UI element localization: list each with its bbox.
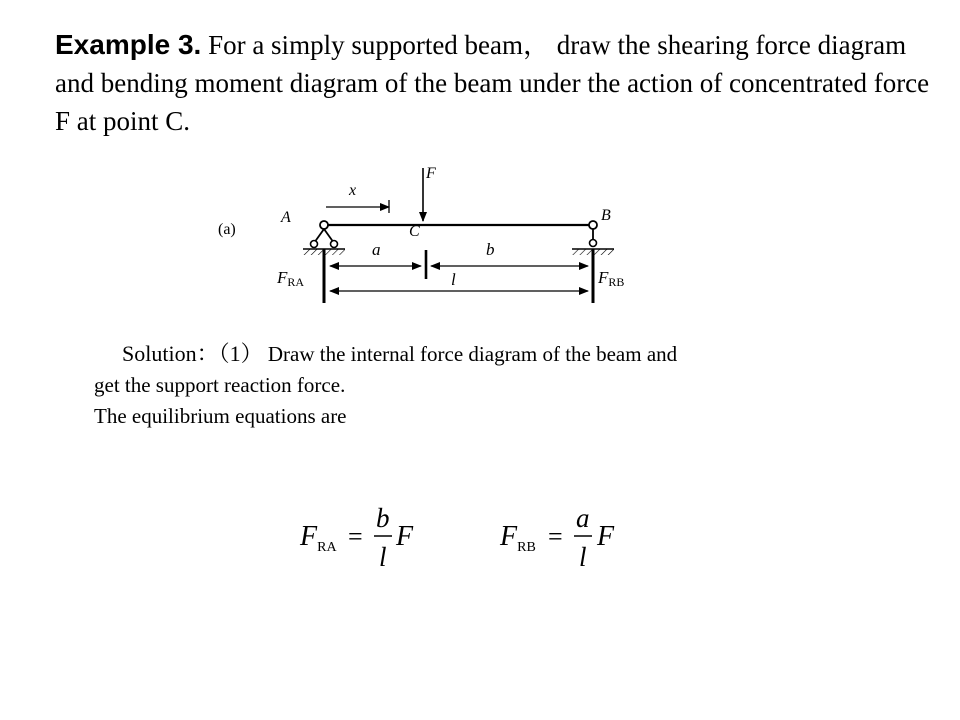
- svg-text:FRA: $F_{RA}$: [300, 521, 337, 555]
- dim-label-l: l: [451, 270, 456, 289]
- solution-line-3: The equilibrium equations are: [94, 404, 347, 428]
- svg-text:l: l: [579, 542, 587, 572]
- svg-text:F: F: [597, 521, 615, 552]
- point-label-a: A: [281, 209, 291, 226]
- force-label: F: [426, 165, 436, 182]
- dim-label-a: a: [372, 240, 381, 259]
- reaction-label-b: FRB: [598, 268, 625, 289]
- svg-text:b: b: [376, 503, 390, 533]
- panel-label: (a): [218, 221, 236, 238]
- svg-text:F: F: [396, 521, 414, 552]
- dim-label-b: b: [486, 240, 495, 259]
- svg-text:FRB: $F_{RB}$: [500, 521, 536, 555]
- point-label-b: B: [601, 207, 611, 224]
- problem-text: For a simply supported beam， draw the shearing force diagram and bending moment diagram of the beam under the action of concentrated force F at point C.: [55, 30, 930, 136]
- svg-text:l: l: [379, 542, 387, 572]
- svg-text:=: =: [348, 522, 363, 551]
- solution-line-2: get the support reaction force.: [94, 373, 346, 397]
- example-heading: Example 3.: [55, 29, 202, 60]
- svg-text:a: a: [576, 503, 590, 533]
- point-label-c: C: [409, 223, 420, 240]
- equation-reaction-b: [499, 503, 615, 572]
- dim-label-x: x: [349, 182, 357, 199]
- solution-line-1: Solution：（1） Draw the internal force diagram of the beam and: [122, 341, 678, 366]
- reaction-label-a: FRA: [277, 268, 305, 289]
- svg-text:=: =: [548, 522, 563, 551]
- equation-reaction-a: [299, 503, 414, 572]
